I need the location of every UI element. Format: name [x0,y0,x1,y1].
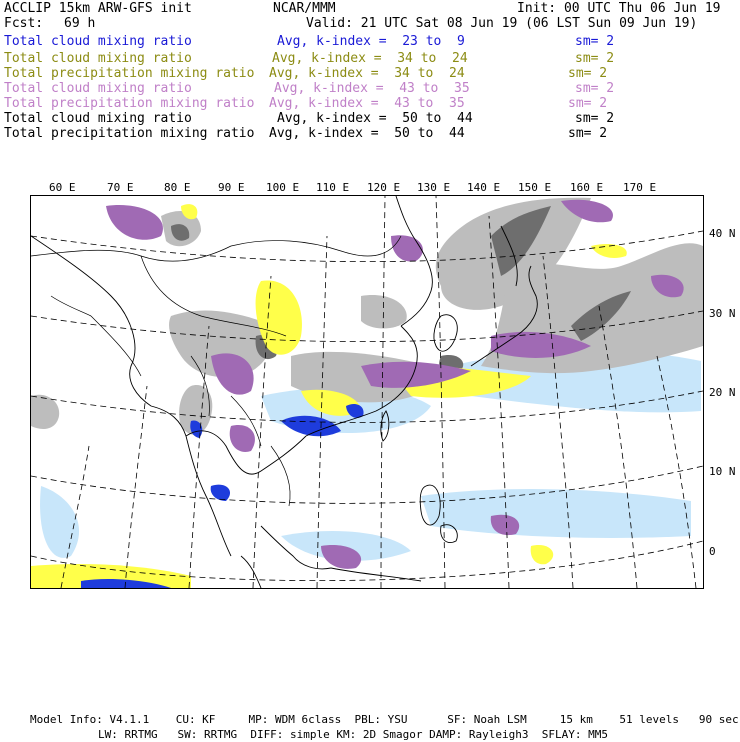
legend-row-sm: sm= 2 [575,111,615,126]
lat-label: 20 N [709,386,736,399]
lon-label: 150 E [518,181,552,194]
lon-label: 80 E [164,181,191,194]
legend-row-avg: Avg, k-index = 43 to 35 [269,96,465,111]
lon-label: 110 E [316,181,350,194]
lon-label: 120 E [367,181,401,194]
lon-label: 90 E [218,181,245,194]
init-time: Init: 00 UTC Thu 06 Jun 19 [517,1,721,16]
legend-row-sm: sm= 2 [568,126,608,141]
legend-row-avg: Avg, k-index = 50 to 44 [269,126,465,141]
legend-row-name: Total precipitation mixing ratio [4,96,255,111]
model-info-line-1: Model Info: V4.1.1 CU: KF MP: WDM 6class PBL: YSU SF: Noah LSM 15 km 51 levels 90 sec [30,713,739,726]
legend-row-name: Total cloud mixing ratio [4,34,192,49]
legend-row-name: Total cloud mixing ratio [4,111,192,126]
forecast-hours: 69 h [64,16,96,31]
lat-label: 30 N [709,307,736,320]
weather-map [31,196,703,588]
lon-label: 140 E [467,181,501,194]
organization-label: NCAR/MMM [273,1,336,16]
legend-row-sm: sm= 2 [575,81,615,96]
lon-label: 70 E [107,181,134,194]
legend-row-avg: Avg, k-index = 34 to 24 [272,51,468,66]
legend-row-sm: sm= 2 [568,96,608,111]
model-info-line-2: LW: RRTMG SW: RRTMG DIFF: simple KM: 2D Smagor DAMP: Rayleigh3 SFLAY: MM5 [98,728,608,741]
legend-row-name: Total precipitation mixing ratio [4,126,255,141]
lat-label: 40 N [709,227,736,240]
legend-row-avg: Avg, k-index = 34 to 24 [269,66,465,81]
lon-label: 130 E [417,181,451,194]
legend-row-name: Total cloud mixing ratio [4,81,192,96]
lat-label: 0 [709,545,716,558]
legend-row-name: Total precipitation mixing ratio [4,66,255,81]
legend-row-sm: sm= 2 [575,34,615,49]
blue-cloud-field [81,404,364,588]
forecast-label: Fcst: [4,16,44,31]
legend-row-avg: Avg, k-index = 43 to 35 [274,81,470,96]
lon-label: 100 E [266,181,300,194]
map-panel [30,195,704,589]
lon-label: 170 E [623,181,657,194]
legend-row-avg: Avg, k-index = 23 to 9 [277,34,465,49]
legend-row-avg: Avg, k-index = 50 to 44 [277,111,473,126]
legend-row-name: Total cloud mixing ratio [4,51,192,66]
lon-label: 60 E [49,181,76,194]
lat-label: 10 N [709,465,736,478]
map-title: ACCLIP 15km ARW-GFS init [4,1,192,16]
legend-row-sm: sm= 2 [575,51,615,66]
valid-time: Valid: 21 UTC Sat 08 Jun 19 (06 LST Sun 09 Jun 19) [306,16,698,31]
lon-label: 160 E [570,181,604,194]
legend-row-sm: sm= 2 [568,66,608,81]
